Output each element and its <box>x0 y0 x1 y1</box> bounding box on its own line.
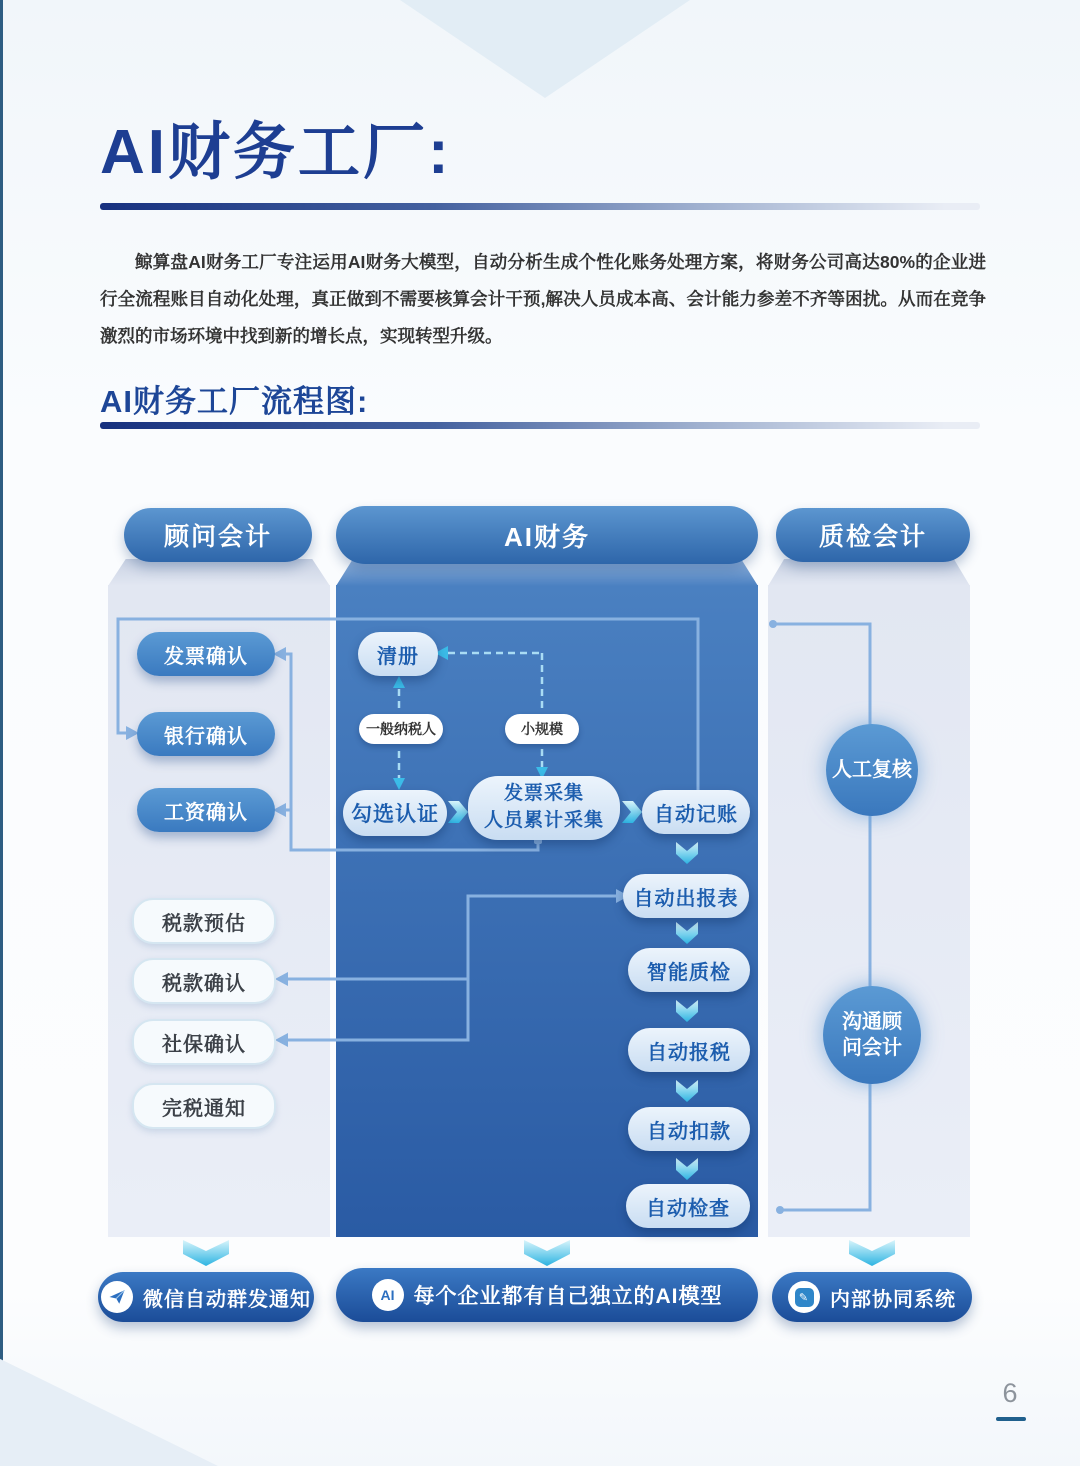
node-tax-paid-notice: 完税通知 <box>132 1083 276 1129</box>
node-invoice-personnel-collect <box>468 776 620 840</box>
footer-pill-label: 内部协同系统 <box>830 1288 956 1311</box>
node-social-security-confirm: 社保确认 <box>132 1019 276 1065</box>
node-check-authentication: 勾选认证 <box>343 790 447 836</box>
trapezoid-right <box>768 559 970 586</box>
header-pill-consultant: 顾问会计 <box>124 508 312 562</box>
node-roster: 清册 <box>358 632 438 676</box>
section-title: AI财务工厂流程图: <box>100 384 369 419</box>
trapezoid-left <box>108 559 330 586</box>
page-number: 6 <box>1002 1378 1018 1408</box>
ai-icon: AI <box>372 1279 404 1311</box>
tag-general-taxpayer: 一般纳税人 <box>359 714 443 744</box>
node-auto-bookkeeping: 自动记账 <box>642 790 750 834</box>
node-bank-confirm: 银行确认 <box>137 712 275 756</box>
column-qa-accountant <box>768 585 970 1237</box>
node-communicate-consultant: 沟通顾问会计 <box>823 986 921 1084</box>
footer-pill-internal-collab <box>772 1272 972 1322</box>
footer-pill-label: 微信自动群发通知 <box>143 1288 311 1311</box>
node-tax-estimate: 税款预估 <box>132 898 276 944</box>
node-auto-report: 自动出报表 <box>623 874 749 918</box>
decor-triangle-top <box>400 0 690 98</box>
page-left-border <box>0 0 3 1466</box>
intro-paragraph: 鲸算盘AI财务工厂专注运用AI财务大模型，自动分析生成个性化账务处理方案，将财务公司高达80%的企业进行全流程账目自动化处理，真正做到不需要核算会计干预,解决人员成本高、会计能力参差不齐等困扰。从而在竞争激烈的市场环境中找到新的增长点，实现转型升级。 <box>100 251 986 346</box>
collect-line-2: 人员累计采集 <box>483 810 604 831</box>
footer-pill-ai-model <box>336 1268 758 1322</box>
node-invoice-confirm: 发票确认 <box>137 632 275 676</box>
header-pill-qa: 质检会计 <box>776 508 970 562</box>
footer-pill-wechat-notify <box>98 1272 314 1322</box>
title-underline <box>100 203 980 210</box>
node-auto-deduction: 自动扣款 <box>628 1107 750 1151</box>
tag-small-scale: 小规模 <box>505 714 579 744</box>
node-smart-qa: 智能质检 <box>628 948 750 992</box>
decor-triangle-bottom-left <box>0 1352 218 1466</box>
header-pill-ai-finance: AI财务 <box>336 506 758 564</box>
page-title: AI财务工厂: <box>100 118 452 187</box>
paper-plane-icon <box>101 1281 133 1313</box>
node-manual-review: 人工复核 <box>826 724 918 816</box>
footer-pill-label: 每个企业都有自己独立的AI模型 <box>413 1285 723 1308</box>
node-salary-confirm: 工资确认 <box>137 788 275 832</box>
edit-icon: ✎ <box>788 1281 820 1313</box>
node-auto-check: 自动检查 <box>626 1184 750 1228</box>
collect-line-1: 发票采集 <box>503 783 584 805</box>
node-tax-confirm: 税款确认 <box>132 958 276 1004</box>
node-auto-tax-filing: 自动报税 <box>628 1028 750 1072</box>
section-underline <box>100 422 980 429</box>
page-number-underline <box>996 1417 1026 1421</box>
